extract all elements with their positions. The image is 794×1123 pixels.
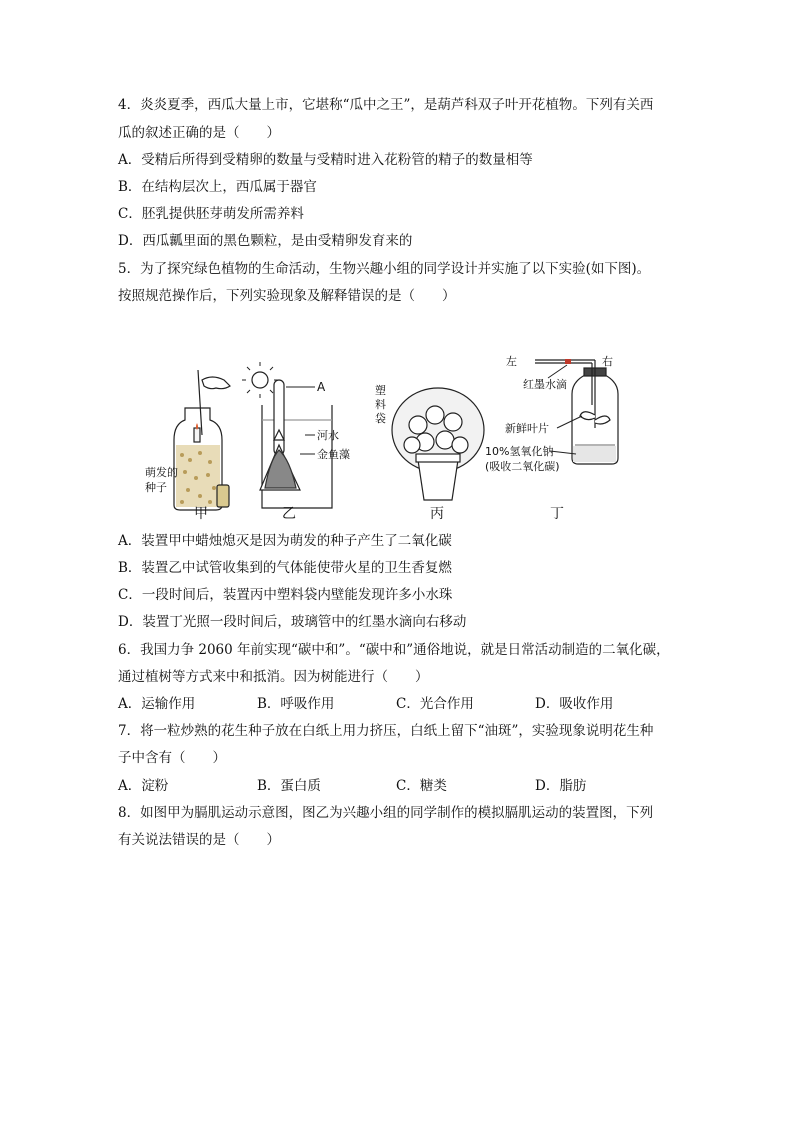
q5-stem-line1: 5．为了探究绿色植物的生命活动，生物兴趣小组的同学设计并实施了以下实验(如下图)。 — [118, 261, 651, 277]
q4-option-a: A．受精后所得到受精卵的数量与受精时进入花粉管的精子的数量相等 — [118, 152, 533, 168]
q7-option-c: C．糖类 — [396, 778, 447, 794]
label-bag-1: 塑 — [375, 384, 386, 397]
label-bag-3: 袋 — [375, 412, 386, 425]
q6-stem-line1: 6．我国力争 2060 年前实现“碳中和”。“碳中和”通俗地说，就是日常活动制造的二氧化碳， — [118, 642, 670, 658]
q6-option-d: D．吸收作用 — [535, 696, 614, 712]
q7-stem-line1: 7．将一粒炒熟的花生种子放在白纸上用力挤压，白纸上留下“油斑”，实验现象说明花生种 — [118, 723, 654, 739]
label-seed-line2: 种子 — [145, 481, 167, 494]
label-a: A — [317, 380, 326, 394]
q5-option-a: A．装置甲中蜡烛熄灭是因为萌发的种子产生了二氧化碳 — [118, 533, 452, 549]
label-hornwort: 金鱼藻 — [317, 448, 350, 461]
q8-stem-line2: 有关说法错误的是（ ） — [118, 832, 280, 848]
label-left: 左 — [506, 355, 517, 368]
label-absorb-co2: (吸收二氧化碳) — [485, 460, 560, 473]
label-river-water: 河水 — [317, 429, 339, 442]
label-bag-2: 料 — [375, 398, 386, 411]
q4-stem-line2: 瓜的叙述正确的是（ ） — [118, 125, 280, 141]
q8-stem-line1: 8．如图甲为膈肌运动示意图，图乙为兴趣小组的同学制作的模拟膈肌运动的装置图，下列 — [118, 805, 654, 821]
apparatus-jia — [174, 370, 230, 510]
label-naoh: 10%氢氧化钠 — [485, 445, 554, 458]
q6-option-b: B．呼吸作用 — [257, 696, 335, 712]
label-red-ink-drop: 红墨水滴 — [523, 378, 567, 391]
caption-ding: 丁 — [550, 506, 564, 522]
q5-option-b: B．装置乙中试管收集到的气体能使带火星的卫生香复燃 — [118, 560, 452, 576]
q6-option-c: C．光合作用 — [396, 696, 474, 712]
label-fresh-leaf: 新鲜叶片 — [505, 422, 549, 435]
apparatus-bing — [392, 388, 484, 500]
q5-option-c: C．一段时间后，装置丙中塑料袋内壁能发现许多小水珠 — [118, 587, 453, 603]
q4-option-c: C．胚乳提供胚芽萌发所需养料 — [118, 206, 304, 222]
q7-stem-line2: 子中含有（ ） — [118, 750, 226, 766]
experiment-illustration — [140, 350, 640, 525]
q7-option-b: B．蛋白质 — [257, 778, 321, 794]
label-seed-line1: 萌发的 — [145, 466, 178, 479]
label-right: 右 — [602, 355, 613, 368]
q5-figure — [140, 350, 640, 525]
caption-jia: 甲 — [194, 506, 208, 522]
caption-bing: 丙 — [430, 506, 444, 522]
q7-option-a: A．淀粉 — [118, 778, 169, 794]
caption-yi: 乙 — [282, 506, 296, 522]
q5-option-d: D．装置丁光照一段时间后，玻璃管中的红墨水滴向右移动 — [118, 614, 467, 630]
q4-stem-line1: 4．炎炎夏季，西瓜大量上市，它堪称“瓜中之王”，是葫芦科双子叶开花植物。下列有关西 — [118, 97, 654, 113]
q4-option-d: D．西瓜瓤里面的黑色颗粒，是由受精卵发育来的 — [118, 233, 413, 249]
q4-option-b: B．在结构层次上，西瓜属于器官 — [118, 179, 317, 195]
q5-stem-line2: 按照规范操作后，下列实验现象及解释错误的是（ ） — [118, 288, 456, 304]
q6-option-a: A．运输作用 — [118, 696, 196, 712]
q6-stem-line2: 通过植树等方式来中和抵消。因为树能进行（ ） — [118, 669, 429, 685]
q7-option-d: D．脂肪 — [535, 778, 587, 794]
